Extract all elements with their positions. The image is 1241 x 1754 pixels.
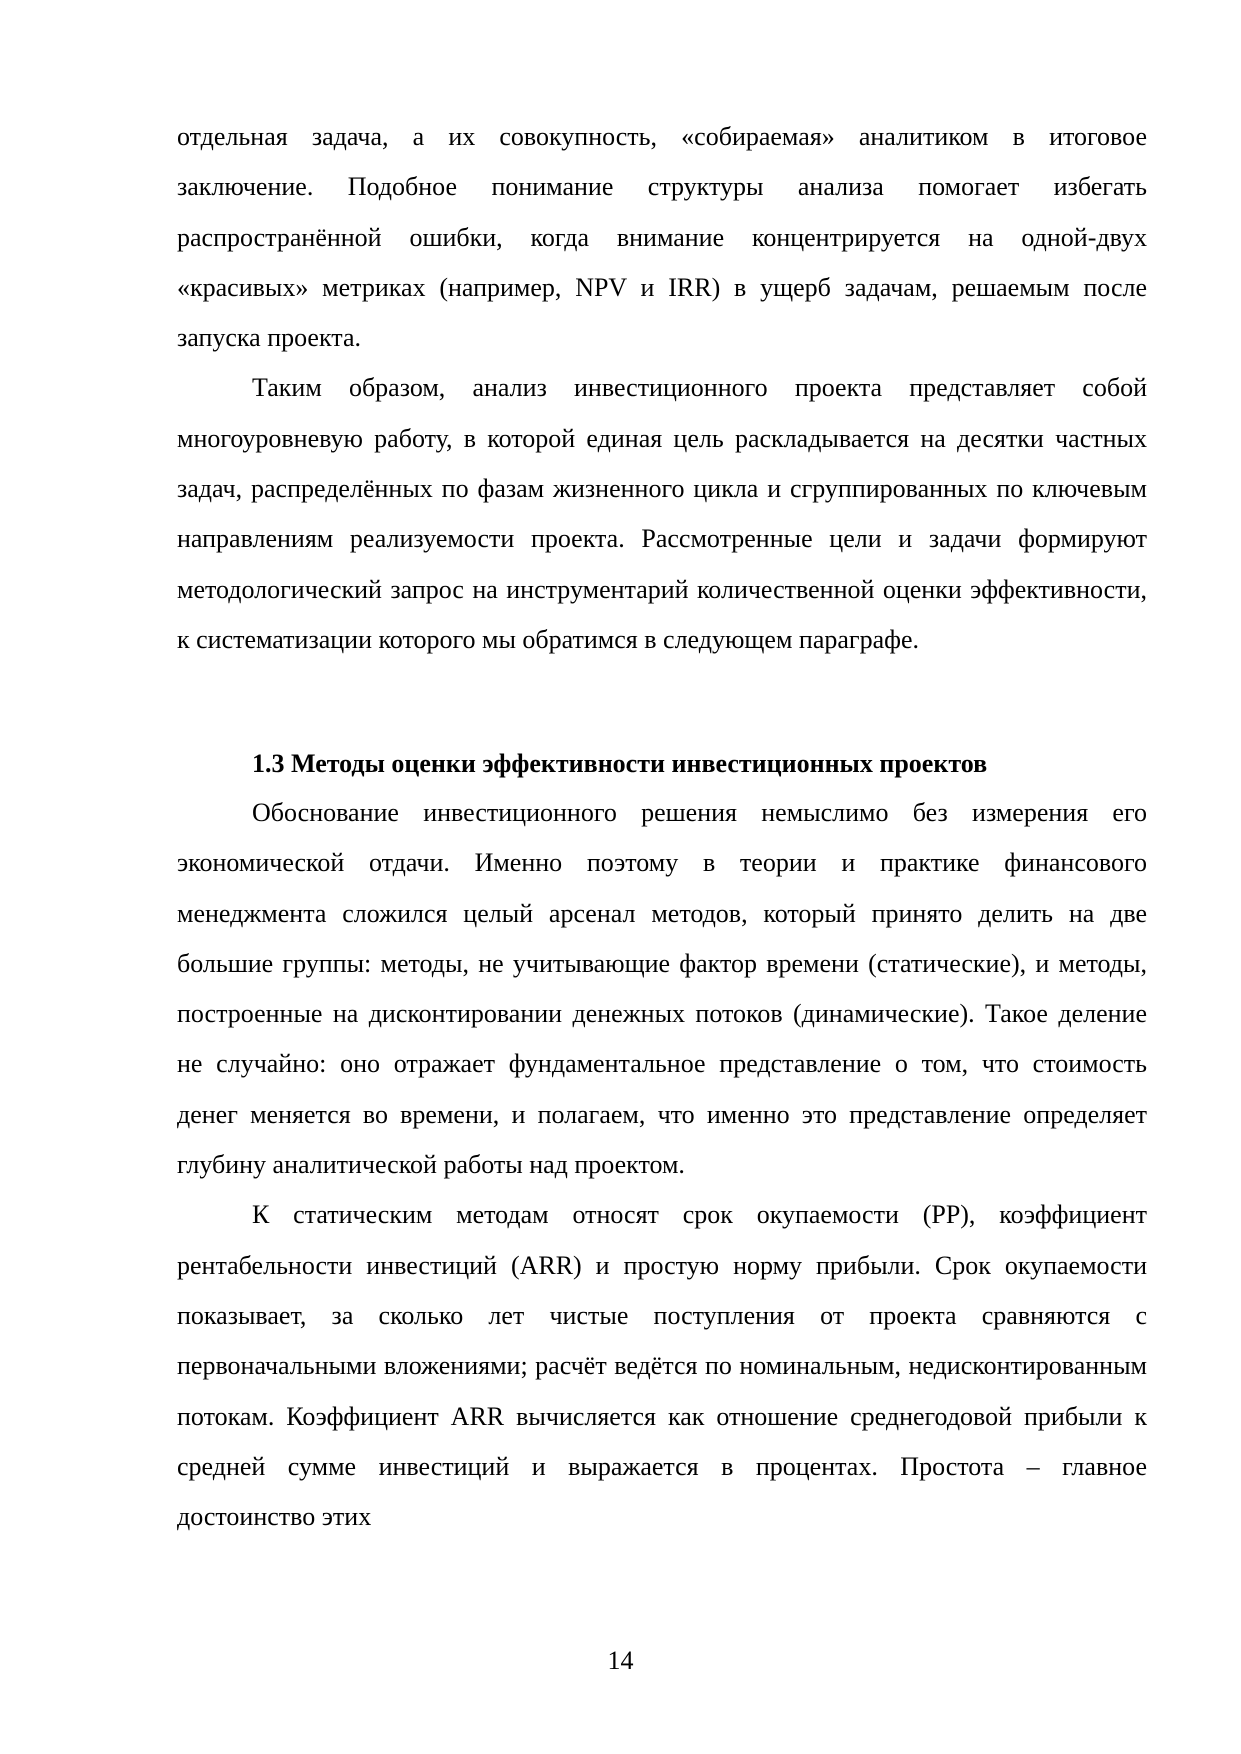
paragraph-intro: Обоснование инвестиционного решения немыслимо без измерения его экономической отдачи. Именно поэтому в теории и практике финансового менеджмента сложился целый арсенал методов, который принято делить на две большие группы: методы, не учитывающие фактор времени (статические), и методы, построенные на дисконтировании денежных потоков (динамические). Такое деление не случайно: оно отражает фундаментальное представление о том, что стоимость денег меняется во времени, и полагаем, что именно это представление определяет глубину аналитической работы над проектом. [177, 798, 1147, 1180]
body-text-top [177, 112, 1147, 665]
paragraph-summary: Таким образом, анализ инвестиционного проекта представляет собой многоуровневую работу, в которой единая цель раскладывается на десятки частных задач, распределённых по фазам жизненного цикла и сгруппированных по ключевым направлениям реализуемости проекта. Рассмотренные цели и задачи формируют методологический запрос на инструментарий количественной оценки эффективности, к систематизации которого мы обратимся в следующем параграфе. [177, 373, 1147, 654]
paragraph-static-methods: К статическим методам относят срок окупаемости (PP), коэффициент рентабельности инвестиций (ARR) и простую норму прибыли. Срок окупаемости показывает, за сколько лет чистые поступления от проекта сравняются с первоначальными вложениями; расчёт ведётся по номинальным, недисконтированным потокам. Коэффициент ARR вычисляется как отношение среднегодовой прибыли к средней сумме инвестиций и выражается в процентах. Простота – главное достоинство этих [177, 1200, 1147, 1532]
body-text-bottom [177, 788, 1147, 1542]
section-heading: 1.3 Методы оценки эффективности инвестиционных проектов [252, 749, 988, 778]
page-number: 14 [607, 1646, 634, 1675]
paragraph-continuation: отдельная задача, а их совокупность, «собираемая» аналитиком в итоговое заключение. Подобное понимание структуры анализа помогает избегать распространённой ошибки, когда внимание концентрируется на одной-двух «красивых» метриках (например, NPV и IRR) в ущерб задачам, решаемым после запуска проекта. [177, 122, 1147, 353]
